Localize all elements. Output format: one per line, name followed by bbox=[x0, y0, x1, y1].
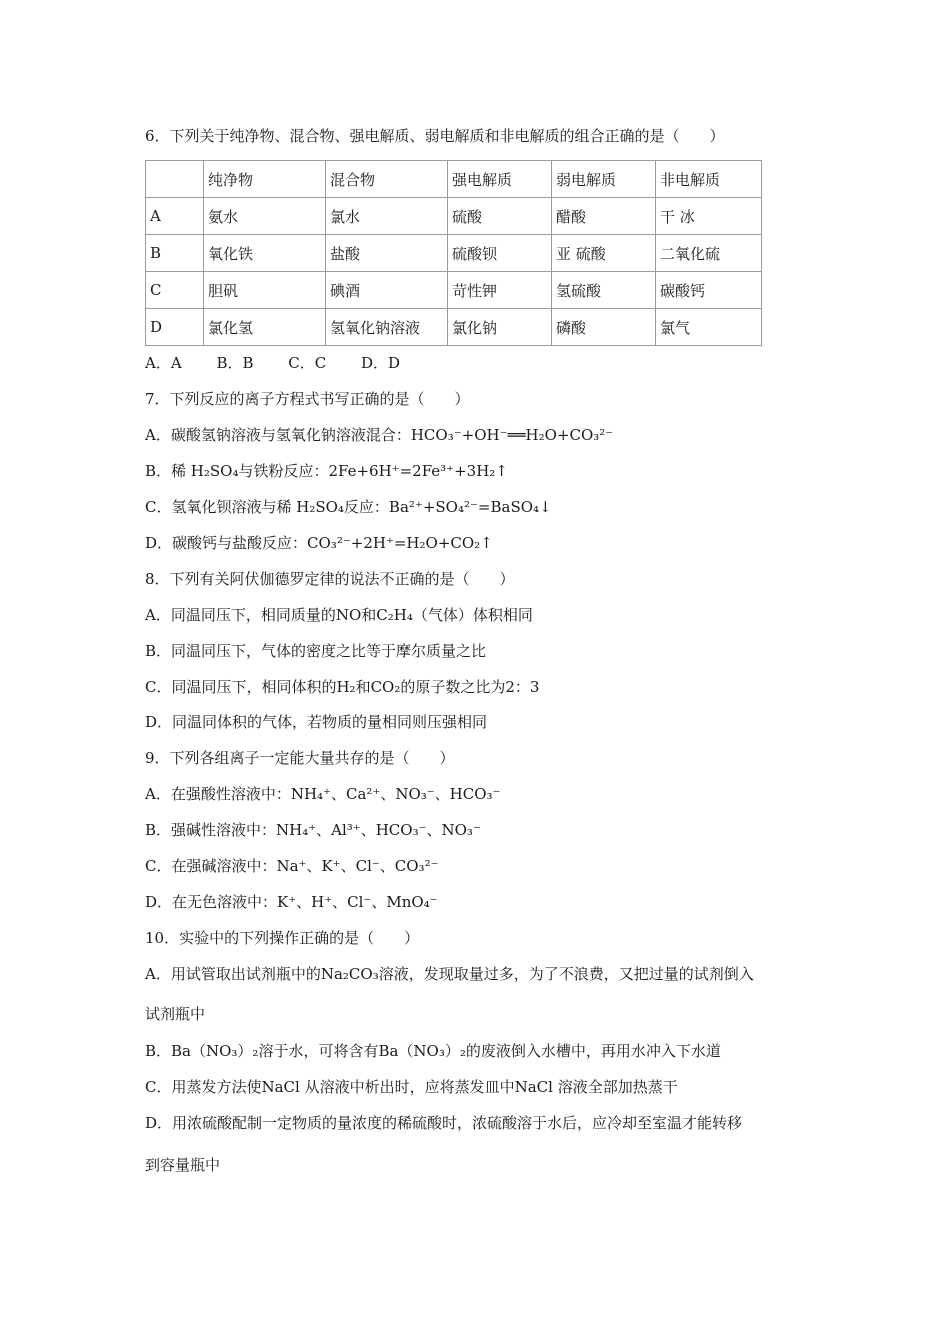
table-row bbox=[146, 272, 762, 309]
q8-option-c: C．同温同压下，相同体积的H₂和CO₂的原子数之比为2：3 bbox=[145, 678, 540, 696]
q10-option-a: A．用试管取出试剂瓶中的Na₂CO₃溶液，发现取量过多，为了不浪费，又把过量的试剂倒入 bbox=[145, 965, 754, 983]
q9-option-b: B．强碱性溶液中：NH₄⁺、Al³⁺、HCO₃⁻、NO₃⁻ bbox=[145, 821, 481, 839]
q6-table bbox=[145, 160, 762, 346]
table-header-row bbox=[146, 161, 762, 198]
q7-option-d: D．碳酸钙与盐酸反应：CO₃²⁻+2H⁺=H₂O+CO₂↑ bbox=[145, 534, 493, 552]
table-cell: 碘酒 bbox=[326, 272, 448, 309]
q10-option-c: C．用蒸发方法使NaCl 从溶液中析出时，应将蒸发皿中NaCl 溶液全部加热蒸干 bbox=[145, 1078, 678, 1096]
q8-option-d: D．同温同体积的气体，若物质的量相同则压强相同 bbox=[145, 713, 488, 731]
table-row bbox=[146, 198, 762, 235]
table-cell: 氯气 bbox=[656, 309, 762, 346]
table-cell: D bbox=[146, 309, 204, 346]
table-cell: 醋酸 bbox=[552, 198, 656, 235]
table-header-cell: 弱电解质 bbox=[552, 161, 656, 198]
table-cell: 盐酸 bbox=[326, 235, 448, 272]
q9-option-d: D．在无色溶液中：K⁺、H⁺、Cl⁻、MnO₄⁻ bbox=[145, 893, 438, 911]
table-row bbox=[146, 235, 762, 272]
table-header-cell: 非电解质 bbox=[656, 161, 762, 198]
table-header-cell: 混合物 bbox=[326, 161, 448, 198]
table-cell: 氢氧化钠溶液 bbox=[326, 309, 448, 346]
q9-option-c: C．在强碱溶液中：Na⁺、K⁺、Cl⁻、CO₃²⁻ bbox=[145, 857, 439, 875]
table-cell: 二氧化硫 bbox=[656, 235, 762, 272]
table-cell: 硫酸钡 bbox=[448, 235, 552, 272]
q10-option-a-continued: 试剂瓶中 bbox=[145, 1005, 206, 1023]
q10-option-d: D．用浓硫酸配制一定物质的量浓度的稀硫酸时，浓硫酸溶于水后，应冷却至室温才能转移 bbox=[145, 1114, 743, 1132]
q6-option-d: D．D bbox=[361, 354, 401, 372]
q6-stem: 6．下列关于纯净物、混合物、强电解质、弱电解质和非电解质的组合正确的是（ ） bbox=[145, 127, 725, 145]
table-cell: B bbox=[146, 235, 204, 272]
table-cell: 氯水 bbox=[326, 198, 448, 235]
table-cell: A bbox=[146, 198, 204, 235]
q10-option-d-continued: 到容量瓶中 bbox=[145, 1156, 221, 1174]
q7-option-b: B．稀 H₂SO₄与铁粉反应：2Fe+6H⁺=2Fe³⁺+3H₂↑ bbox=[145, 462, 508, 480]
table-cell: 苛性钾 bbox=[448, 272, 552, 309]
q7-stem: 7．下列反应的离子方程式书写正确的是（ ） bbox=[145, 390, 470, 408]
q6-option-b: B．B bbox=[216, 354, 254, 372]
table-cell: 硫酸 bbox=[448, 198, 552, 235]
q9-stem: 9．下列各组离子一定能大量共存的是（ ） bbox=[145, 749, 455, 767]
table-row bbox=[146, 309, 762, 346]
q10-option-b: B．Ba（NO₃）₂溶于水，可将含有Ba（NO₃）₂的废液倒入水槽中，再用水冲入下水道 bbox=[145, 1042, 721, 1060]
q8-option-a: A．同温同压下，相同质量的NO和C₂H₄（气体）体积相同 bbox=[145, 606, 533, 624]
table-cell: 氨水 bbox=[204, 198, 326, 235]
table-cell: C bbox=[146, 272, 204, 309]
table-header-cell: 纯净物 bbox=[204, 161, 326, 198]
table-cell: 干 冰 bbox=[656, 198, 762, 235]
table-cell: 氢硫酸 bbox=[552, 272, 656, 309]
table-cell: 磷酸 bbox=[552, 309, 656, 346]
q6-options bbox=[145, 353, 400, 373]
q8-option-b: B．同温同压下，气体的密度之比等于摩尔质量之比 bbox=[145, 642, 487, 660]
table-cell bbox=[146, 161, 204, 198]
table-cell: 氧化铁 bbox=[204, 235, 326, 272]
table-cell: 氯化氢 bbox=[204, 309, 326, 346]
q7-option-c: C．氢氧化钡溶液与稀 H₂SO₄反应：Ba²⁺+SO₄²⁻=BaSO₄↓ bbox=[145, 498, 552, 516]
q8-stem: 8．下列有关阿伏伽德罗定律的说法不正确的是（ ） bbox=[145, 570, 515, 588]
q10-stem: 10．实验中的下列操作正确的是（ ） bbox=[145, 929, 420, 947]
q6-option-c: C．C bbox=[288, 354, 327, 372]
table-cell: 碳酸钙 bbox=[656, 272, 762, 309]
table-cell: 胆矾 bbox=[204, 272, 326, 309]
table-header-cell: 强电解质 bbox=[448, 161, 552, 198]
table-cell: 亚 硫酸 bbox=[552, 235, 656, 272]
table-cell: 氯化钠 bbox=[448, 309, 552, 346]
q6-option-a: A．A bbox=[145, 354, 182, 372]
q9-option-a: A．在强酸性溶液中：NH₄⁺、Ca²⁺、NO₃⁻、HCO₃⁻ bbox=[145, 785, 501, 803]
q7-option-a: A．碳酸氢钠溶液与氢氧化钠溶液混合：HCO₃⁻+OH⁻══H₂O+CO₃²⁻ bbox=[145, 426, 614, 444]
